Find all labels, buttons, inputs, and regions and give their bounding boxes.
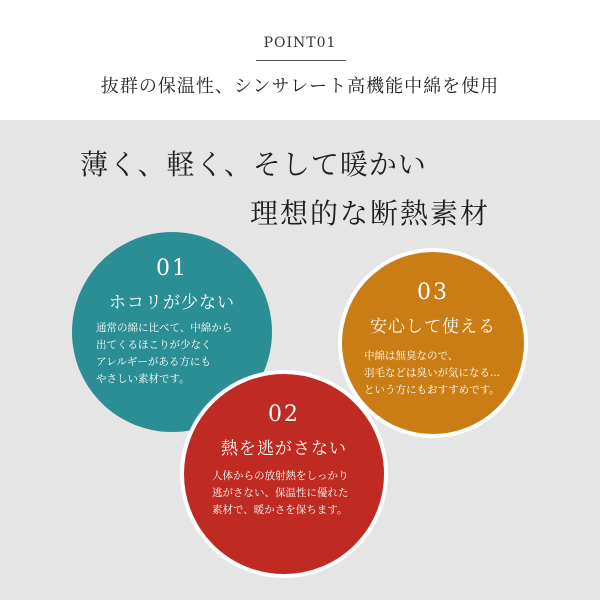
feature-body bbox=[212, 468, 349, 519]
feature-body-line: 人体からの放射熱をしっかり bbox=[212, 470, 349, 482]
headline-line-2: 理想的な断熱素材 bbox=[250, 197, 491, 230]
subtitle: 抜群の保温性、シンサレート高機能中綿を使用 bbox=[100, 76, 500, 97]
feature-body bbox=[364, 348, 500, 399]
point-underline bbox=[256, 60, 346, 61]
feature-title: 安心して使える bbox=[370, 317, 496, 337]
point-label: POINT01 bbox=[263, 35, 337, 51]
feature-number: 02 bbox=[268, 402, 300, 427]
feature-body-line: 逃がさない、保温性に優れた bbox=[212, 487, 349, 499]
feature-title: 熱を逃がさない bbox=[221, 439, 347, 459]
feature-title: ホコリが少ない bbox=[109, 293, 235, 313]
headline-line-1: 薄く、軽く、そして暖かい bbox=[80, 148, 427, 181]
feature-body-line: 羽毛などは臭いが気になる... bbox=[364, 367, 501, 379]
feature-body-line: という方にもおすすめです。 bbox=[364, 384, 500, 396]
feature-body-line: やさしい素材です。 bbox=[96, 373, 190, 385]
feature-body-line: 中綿は無臭なので、 bbox=[364, 350, 459, 362]
feature-circle-02 bbox=[180, 370, 388, 578]
feature-body-line: 素材で、暖かさを保ちます。 bbox=[212, 504, 348, 516]
feature-body-line: 出てくるほこりが少なく bbox=[96, 339, 212, 351]
feature-body-line: アレルギーがある方にも bbox=[96, 356, 211, 368]
feature-number: 01 bbox=[156, 256, 188, 281]
feature-body-line: 通常の綿に比べて、中綿から bbox=[96, 322, 233, 334]
feature-number: 03 bbox=[417, 280, 449, 305]
feature-body bbox=[96, 320, 232, 388]
